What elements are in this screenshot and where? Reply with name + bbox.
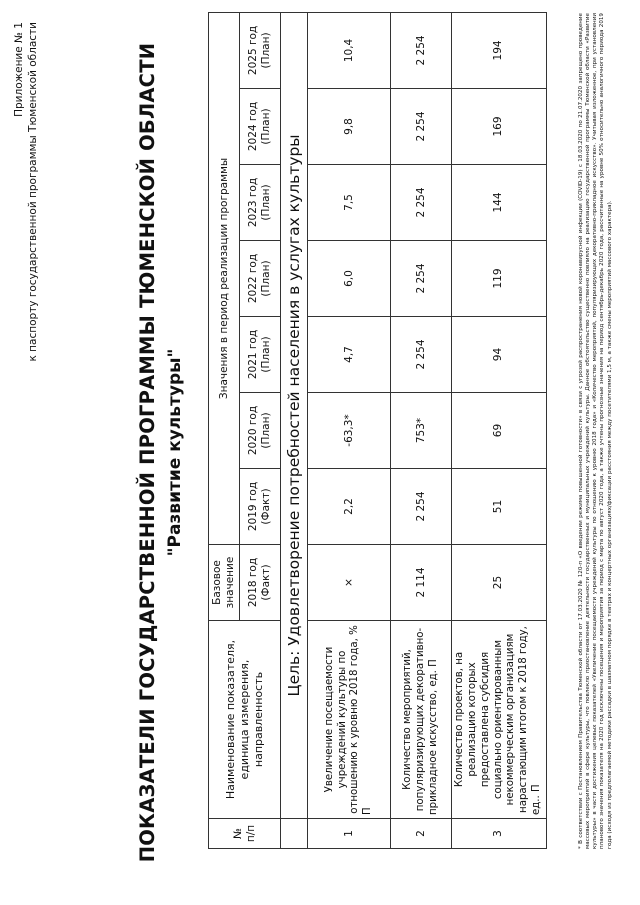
header-row-group: [209, 12, 240, 848]
header-year-2020: 2020 год (План): [240, 393, 281, 469]
indicator-name: Увеличение посещаемости учреждений культуры по отношению к уровню 2018 года, % П: [308, 621, 391, 819]
header-indicator-name: Наименование показателя, единица измерения, направленность: [209, 621, 281, 819]
indicator-name: Количество проектов, на реализацию которых предоставлена субсидия социально ориентированным некоммерческим организациям нарастающим итогом к 2018 году, ед.. П: [452, 621, 546, 819]
value-cell: 2 114: [391, 545, 452, 621]
table-row: [391, 12, 452, 848]
value-cell: -63,3*: [308, 393, 391, 469]
value-cell: 2 254: [391, 317, 452, 393]
goal-row: [281, 12, 308, 848]
value-cell: 2 254: [391, 89, 452, 165]
header-year-2025: 2025 год (План): [240, 12, 281, 88]
row-number: 2: [391, 819, 452, 849]
header-year-2023: 2023 год (План): [240, 165, 281, 241]
value-cell: 2 254: [391, 469, 452, 545]
value-cell: 2 254: [391, 12, 452, 88]
value-cell: 69: [452, 393, 546, 469]
indicators-table: [208, 12, 547, 849]
value-cell: 51: [452, 469, 546, 545]
value-cell: 94: [452, 317, 546, 393]
annex-reference: к паспорту государственной программы Тюменской области: [27, 22, 40, 362]
goal-text: Цель: Удовлетворение потребностей населения в услугах культуры: [281, 12, 308, 818]
header-program-values: Значения в период реализации программы: [209, 12, 240, 544]
value-cell: 2 254: [391, 241, 452, 317]
goal-num-cell: [281, 819, 308, 849]
value-cell: ×: [308, 545, 391, 621]
header-year-2021: 2021 год (План): [240, 317, 281, 393]
value-cell: 10,4: [308, 12, 391, 88]
value-cell: 2 254: [391, 165, 452, 241]
value-cell: 2,2: [308, 469, 391, 545]
header-year-2018: 2018 год (Факт): [240, 545, 281, 621]
value-cell: 9,8: [308, 89, 391, 165]
value-cell: 6,0: [308, 241, 391, 317]
footnote: * В соответствии с Постановлением Правительства Тюменской области от 17.03.2020 № 120-п «О введении режима повышенной готовности» в связи с угрозой распространения новой коронавирусной инфекции (COVID-19) с 18.03.2020 по 21.07.2020 запрещено проведение массовых мероприятий в сфере культуры, что повлекло приостановление деятельности государственных и муниципальных учреждений культуры. Данное обстоятельство существенно повлияло на реализацию государственной программы Тюменской области «Развитие культуры» в части достижения целевых показателей «Увеличение посещаемости учреждений культуры по отношению к уровню 2018 года» и «Количество мероприятий, популяризирующих декоративно-прикладное искусство». Учитывая изложенное, при установлении планового значения показателя на 2020 год исключены посещения и мероприятия за период с марта по август 2020 года, а также учтены прогнозные значения на период сентябрь-декабрь 2020 года, рассчитанные на уровне 50% относительно аналогичного периода 2019 года (исходя из предполагаемой методики рассадки в шахматном порядке в театрах и концертных организациях/фиксации расстояния между посетителями 1,5 м, а также смены мероприятий массового характера).: [578, 13, 613, 849]
header-base-value: Базовое значение: [209, 545, 240, 621]
value-cell: 169: [452, 89, 546, 165]
value-cell: 753*: [391, 393, 452, 469]
table-row: [308, 12, 391, 848]
value-cell: 4,7: [308, 317, 391, 393]
annex-number: Приложение № 1: [13, 22, 25, 117]
header-year-2022: 2022 год (План): [240, 241, 281, 317]
document-title: ПОКАЗАТЕЛИ ГОСУДАРСТВЕННОЙ ПРОГРАММЫ ТЮМЕНСКОЙ ОБЛАСТИ: [136, 42, 159, 863]
header-num: № п/п: [209, 819, 281, 849]
value-cell: 144: [452, 165, 546, 241]
value-cell: 194: [452, 12, 546, 88]
table-row: [452, 12, 546, 848]
row-number: 3: [452, 819, 546, 849]
value-cell: 25: [452, 545, 546, 621]
indicator-name: Количество мероприятий, популяризирующих декоративно-прикладное искусство, ед. П: [391, 621, 452, 819]
annex-header: [12, 22, 40, 362]
value-cell: 7,5: [308, 165, 391, 241]
document-subtitle: "Развитие культуры": [165, 348, 185, 557]
header-year-2019: 2019 год (Факт): [240, 469, 281, 545]
row-number: 1: [308, 819, 391, 849]
value-cell: 119: [452, 241, 546, 317]
header-year-2024: 2024 год (План): [240, 89, 281, 165]
